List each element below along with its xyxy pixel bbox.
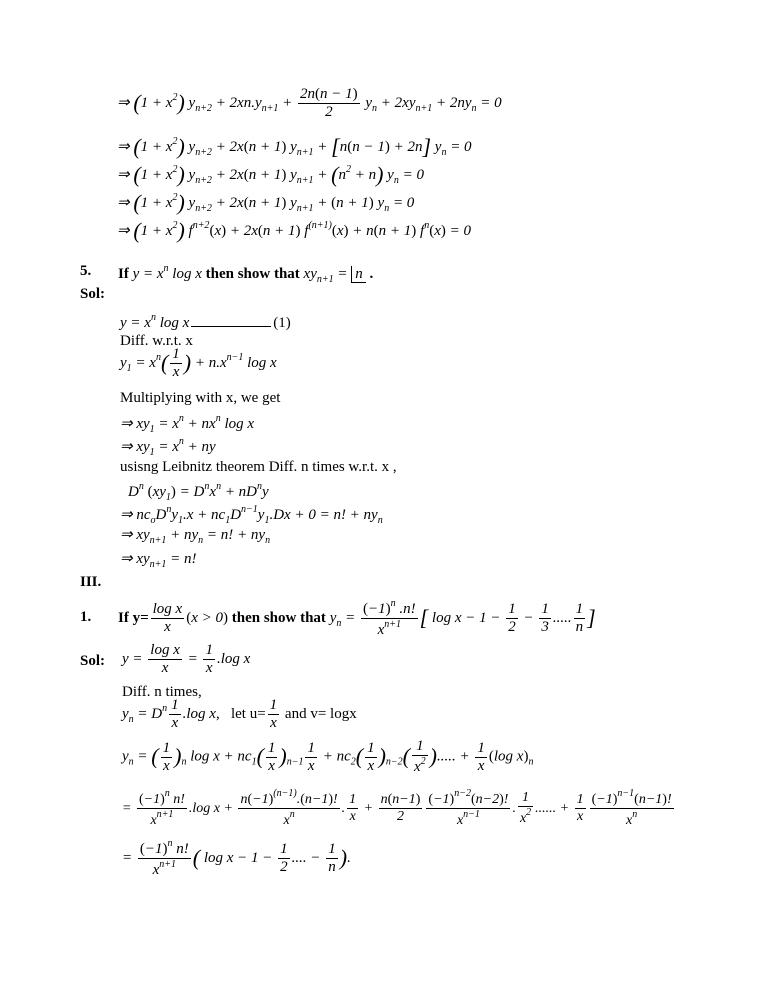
p5-line-4: Multiplying with x, we get [120, 390, 281, 406]
p5-line-11: ⇒ $xy_{n+1} = n$! [120, 551, 197, 570]
p5-line-9: ⇒ $nc_oD^ny_1.x + nc_1D^{n-1}y_1.Dx + 0 = n$! + $ny_n$ [120, 504, 383, 526]
p1-line-3: $y_n = D^n$ $\frac{1}{x}$ .log x, let u= $\frac{1}{x}$ and v= logx [122, 697, 357, 732]
p5-line-5: ⇒ $xy_1 = x^n + nx^n$ log x [120, 413, 255, 435]
problem-5-statement: If $y = x^n$ log x then show that $xy_{n+1} = n$ . [118, 263, 374, 285]
derivation-line-5: ⇒ $(1 + x^2)$ $f^{n+2}(x) + 2x(n + 1) f^{(n+1)}(x) + n(n + 1) f^n(x) = 0$ [117, 218, 471, 243]
p5-line-2: Diff. w.r.t. x [120, 333, 193, 349]
derivation-line-2: ⇒ $(1 + x^2)$ $y_{n+2} + 2x(n + 1) y_{n+1} + [n(n - 1) + 2n] y_n = 0$ [117, 134, 472, 159]
p5-line-6: ⇒ $xy_1 = x^n$ + ny [120, 436, 216, 458]
p1-line-1: y = $\frac{\text{log x}}{x}$ = $\frac{1}{x}$ .log x [122, 642, 251, 677]
p1-line-6: = $\frac{(-1)^n n!}{x^{n+1}}$ ( log x − 1 − $\frac{1}{2}$ .... − $\frac{1}{n}$ ). [122, 838, 351, 879]
section-heading: III. [80, 574, 102, 590]
p1-line-2: Diff. n times, [122, 684, 202, 700]
derivation-line-4: ⇒ $(1 + x^2)$ $y_{n+2} + 2x(n + 1) y_{n+1} + (n + 1) y_n = 0$ [117, 190, 415, 215]
p1-line-4: $y_n$ = ( $\frac{1}{x}$ )$_n$ $\log x + nc_1$( $\frac{1}{x}$ )$_{n-1}$ $\frac{1}{x}$ + $nc_2$( $\frac{1}{x}$ )$_{n-2}$( $\frac{1}{x^2}$ )..... + $\frac{1}{x}$ (log $x)_n$ [122, 738, 534, 776]
p5-line-10: ⇒ $xy_{n+1} + ny_n = n$! + $ny_n$ [120, 527, 271, 546]
derivation-line-3: ⇒ $(1 + x^2)$ $y_{n+2} + 2x(n + 1) y_{n+1} + (n^2 + n) y_n = 0$ [117, 162, 424, 187]
problem-1-number: 1. [80, 609, 92, 625]
p5-line-1: $y = x^n$ log x (1) [120, 312, 291, 331]
p5-line-7: usisng Leibnitz theorem Diff. n times w.r.t. x , [120, 459, 397, 475]
p1-line-5: = $\frac{(-1)^n n!}{x^{n+1}}$ .log x + $\frac{n(-1)^{(n-1)}.(n-1)!}{x^n}$ . $\frac{1}{x}$ + $\frac{n(n-1)}{2}$ $\frac{(-1)^{n-2}(n-2)!}{x^{n-1}}$ . $\frac{1}{x^2}$ ...... + $\frac{1}{x}$ $\frac{(-1)^{n-1}(n-1)!}{x^n}$ [122, 788, 672, 829]
p5-line-3: $y_1 = x^n$( $\frac{1}{x}$ ) + $n.x^{n-1}$ log x [120, 346, 277, 381]
derivation-line-1: ⇒ $(1 + x^2)$ $y_{n+2} + 2xn.y_{n+1}$ + $\frac{2n(n - 1)}{2}$ $y_n + 2xy_{n+1} + 2ny_n = 0$ [117, 86, 502, 121]
problem-5-number: 5. [80, 263, 92, 279]
problem-1-statement: If y= $\frac{\text{log x}}{x}$ (x > 0) then show that $y_n$ = $\frac{(-1)^n .n!}{x^{n+1}}$ [ log x − 1 − $\frac{1}{2}$ − $\frac{1}{3}$ ..... $\frac{1}{n}$ ] [118, 598, 596, 639]
problem-5-sol-label: Sol: [80, 286, 106, 302]
problem-1-sol-label: Sol: [80, 653, 106, 669]
p5-line-8: $D^n$ $(xy_1) = D^nx^n + nD^ny$ [128, 481, 269, 503]
